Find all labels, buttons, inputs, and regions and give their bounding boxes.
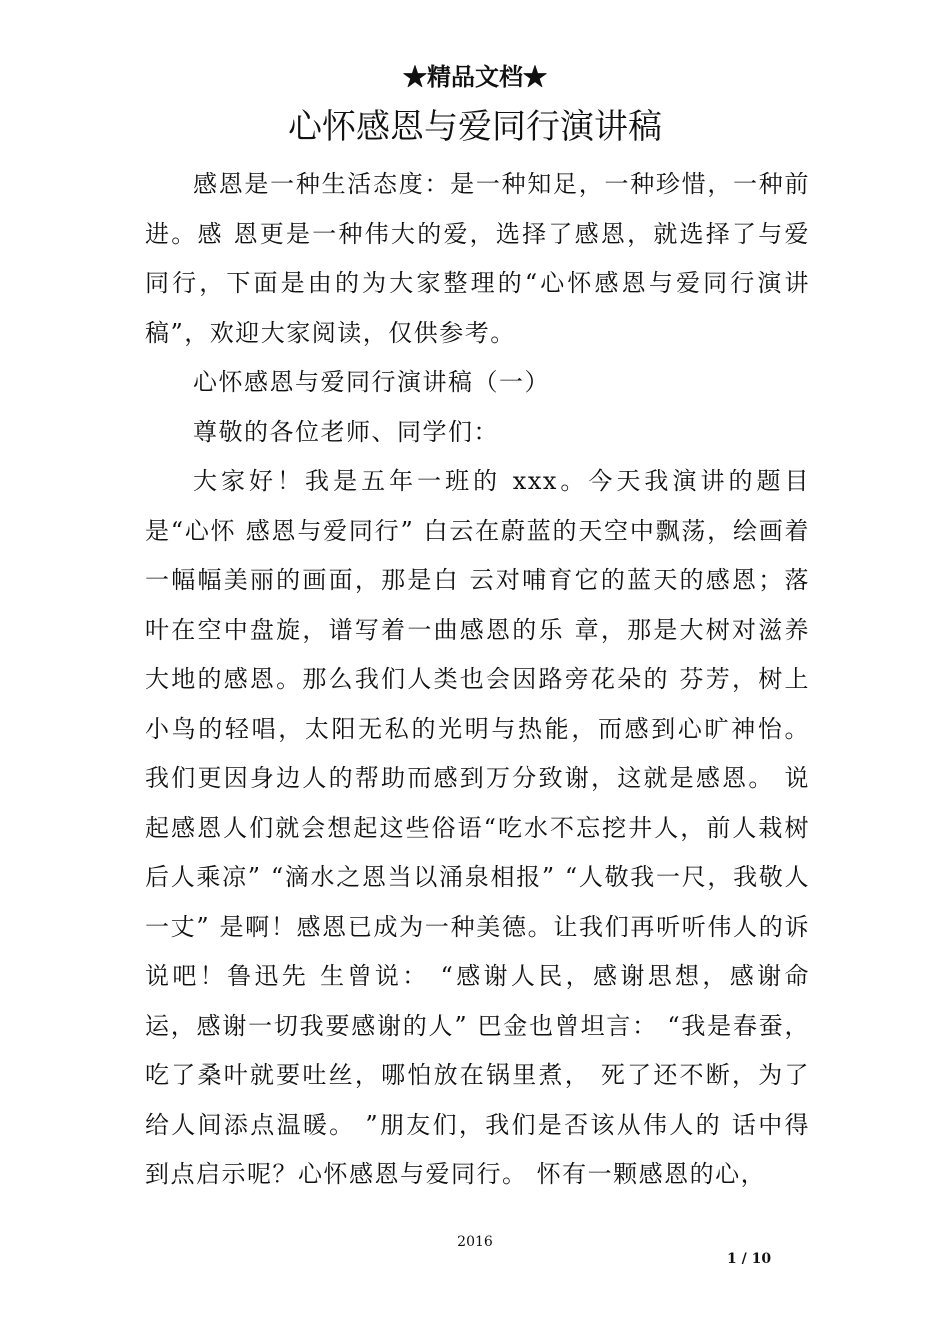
page-number: 1 / 10 <box>727 1251 772 1267</box>
paragraph-speech-body: 大家好！我是五年一班的 xxx。今天我演讲的题目是“心怀 感恩与爱同行” 白云在蔚蓝的天空中飘荡，绘画着一幅幅美丽的画面，那是白 云对哺育它的蓝天的感恩；落叶在空中盘旋，谱写着一曲感恩的乐 章，那是大树对滋养大地的感恩。那么我们人类也会因路旁花朵的 芬芳，树上小鸟的轻唱，太阳无私的光明与热能，而感到心旷神怡。 我们更因身边人的帮助而感到万分致谢，这就是感恩。 说起感恩人们就会想起这些俗语“吃水不忘挖井人，前人栽树 后人乘凉” “滴水之恩当以涌泉相报” “人敬我一尺，我敬人一丈” 是啊！感恩已成为一种美德。让我们再听听伟人的诉说吧！鲁迅先 生曾说： “感谢人民，感谢思想，感谢命运，感谢一切我要感谢的人” 巴金也曾坦言： “我是春蚕，吃了桑叶就要吐丝，哪怕放在锅里煮， 死了还不断，为了给人间添点温暖。 ”朋友们，我们是否该从伟人的 话中得到点启示呢？心怀感恩与爱同行。 怀有一颗感恩的心， <box>145 467 810 1188</box>
paragraph-intro: 感恩是一种生活态度：是一种知足，一种珍惜，一种前进。感 恩更是一种伟大的爱，选择了感恩，就选择了与爱同行，下面是由的为大家整理的“心怀感恩与爱同行演讲稿”，欢迎大家阅读，仅供参考。 <box>145 170 810 347</box>
paragraph-section-heading: 心怀感恩与爱同行演讲稿（一） <box>193 368 550 396</box>
footer-year: 2016 <box>457 1234 493 1250</box>
paragraph-salutation: 尊敬的各位老师、同学们： <box>193 417 499 446</box>
document-body <box>145 160 810 1200</box>
document-title: 心怀感恩与爱同行演讲稿 <box>288 107 662 147</box>
document-header-label: ★精品文档★ <box>403 62 547 91</box>
